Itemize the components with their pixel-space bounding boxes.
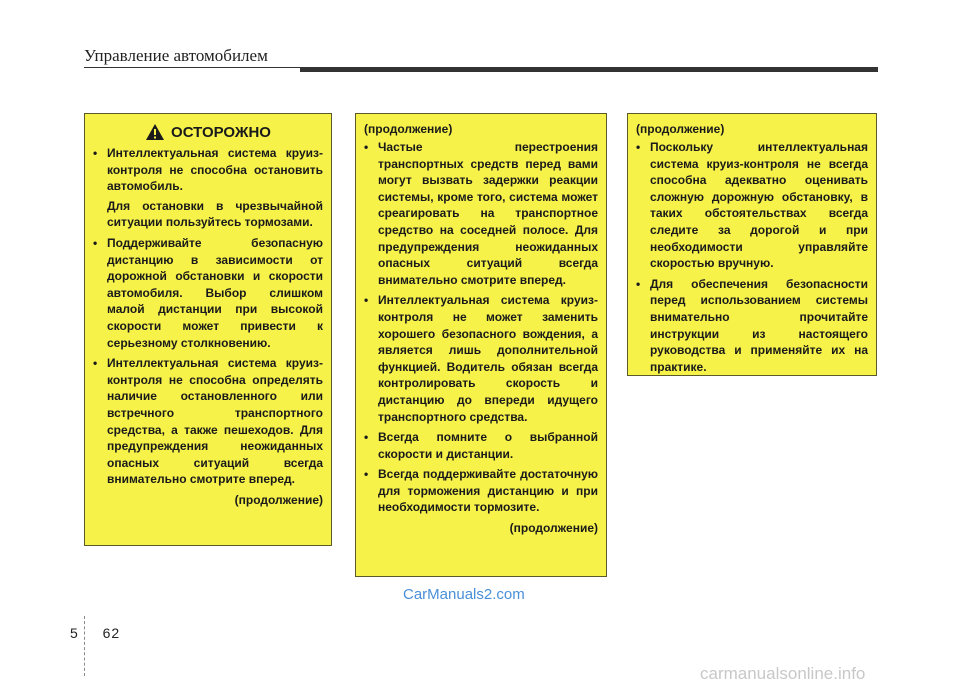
continued-footer: (продолжение) bbox=[234, 492, 323, 507]
warning-item: • Интеллектуальная система круиз-контроля не способна остановить автомобиль. Для остановки в чрезвычайной ситуации пользуйтесь тормозами. bbox=[93, 146, 323, 230]
warning-item-text: Интеллектуальная система круиз-контроля не способна остановить автомобиль. bbox=[107, 146, 323, 194]
list-item: • Для обеспечения безопасности перед использованием системы внимательно прочитайте инструкции из настоящего руководства и применяйте их на практике. bbox=[636, 276, 868, 374]
list-item: • Поскольку интеллектуальная система круиз-контроля не всегда способна адекватно оценивать сложную дорожную обстановку, в таких обстоятельствах всегда следите за дорогой и при необходимости управляйте скоростью вручную. bbox=[636, 140, 868, 271]
continued-header: (продолжение) bbox=[364, 122, 453, 136]
list-item-text: Всегда помните о выбранной скорости и дистанции. bbox=[378, 430, 598, 461]
page-number-divider bbox=[84, 616, 86, 676]
warning-triangle-icon bbox=[145, 123, 165, 141]
page-number bbox=[70, 625, 120, 641]
list-item-text: Для обеспечения безопасности перед использованием системы внимательно прочитайте инструкции из настоящего руководства и применяйте их на практике. bbox=[650, 276, 868, 374]
section-number: 5 bbox=[70, 625, 79, 641]
list-item: • Всегда помните о выбранной скорости и дистанции. bbox=[364, 430, 598, 461]
list-item: • Интеллектуальная система круиз-контроля не может заменить хорошего безопасного вождения, а является лишь дополнительной функцией. Водитель обязан всегда контролировать скорость и дистанцию до впереди идущего транспортного средства. bbox=[364, 293, 598, 424]
header-rule-thick bbox=[300, 67, 878, 72]
watermark-link[interactable]: CarManuals2.com bbox=[403, 586, 525, 603]
header-rule-thin bbox=[84, 67, 300, 68]
continued-box-3 bbox=[627, 113, 877, 376]
warning-item: • Интеллектуальная система круиз-контроля не способна определять наличие остановленного или встречного транспортного средства, а также пешеходов. Для предупреждения неожиданных опасных ситуаций всегда внимательно смотрите вперед. bbox=[93, 356, 323, 487]
warning-heading bbox=[93, 123, 323, 141]
continued-box-2 bbox=[355, 113, 607, 577]
list-item-text: Поскольку интеллектуальная система круиз-контроля не всегда способна адекватно оценивать сложную дорожную обстановку, в таких обстоятельствах всегда следите за дорогой и при необходимости управляйте скоростью вручную. bbox=[650, 140, 868, 271]
continued-header: (продолжение) bbox=[636, 122, 725, 136]
site-watermark: carmanualsonline.info bbox=[700, 664, 866, 683]
list-item-text: Частые перестроения транспортных средств перед вами могут вызвать задержки реакции системы, кроме того, система может среагировать на транспортное средство на соседней полосе. Для предупреждения неожиданных опасных ситуаций всегда внимательно смотрите вперед. bbox=[378, 140, 598, 287]
warning-item-text: Для остановки в чрезвычайной ситуации пользуйтесь тормозами. bbox=[107, 198, 323, 230]
warning-item-text: Интеллектуальная система круиз-контроля не способна определять наличие остановленного или встречного транспортного средства, а также пешеходов. Для предупреждения неожиданных опасных ситуаций всегда внимательно смотрите вперед. bbox=[107, 356, 323, 487]
list-item: • Всегда поддерживайте достаточную для торможения дистанцию и при необходимости тормозите. bbox=[364, 467, 598, 515]
list-item-text: Всегда поддерживайте достаточную для торможения дистанцию и при необходимости тормозите. bbox=[378, 467, 598, 515]
list-item-text: Интеллектуальная система круиз-контроля не может заменить хорошего безопасного вождения, а является лишь дополнительной функцией. Водитель обязан всегда контролировать скорость и дистанцию до впереди идущего транспортного средства. bbox=[378, 293, 598, 424]
page-header-title: Управление автомобилем bbox=[84, 46, 268, 65]
warning-box bbox=[84, 113, 332, 546]
warning-title: ОСТОРОЖНО bbox=[171, 123, 271, 141]
page-number-value: 62 bbox=[102, 625, 121, 641]
continued-footer: (продолжение) bbox=[509, 521, 598, 536]
warning-item-text: Поддерживайте безопасную дистанцию в зависимости от дорожной обстановки и скорости автомобиля. Выбор слишком малой дистанции при высокой скорости может привести к серьезному столкновению. bbox=[107, 235, 323, 350]
list-item: • Частые перестроения транспортных средств перед вами могут вызвать задержки реакции системы, кроме того, система может среагировать на транспортное средство на соседней полосе. Для предупреждения неожиданных опасных ситуаций всегда внимательно смотрите вперед. bbox=[364, 140, 598, 287]
warning-item: • Поддерживайте безопасную дистанцию в зависимости от дорожной обстановки и скорости автомобиля. Выбор слишком малой дистанции при высокой скорости может привести к серьезному столкновению. bbox=[93, 235, 323, 350]
